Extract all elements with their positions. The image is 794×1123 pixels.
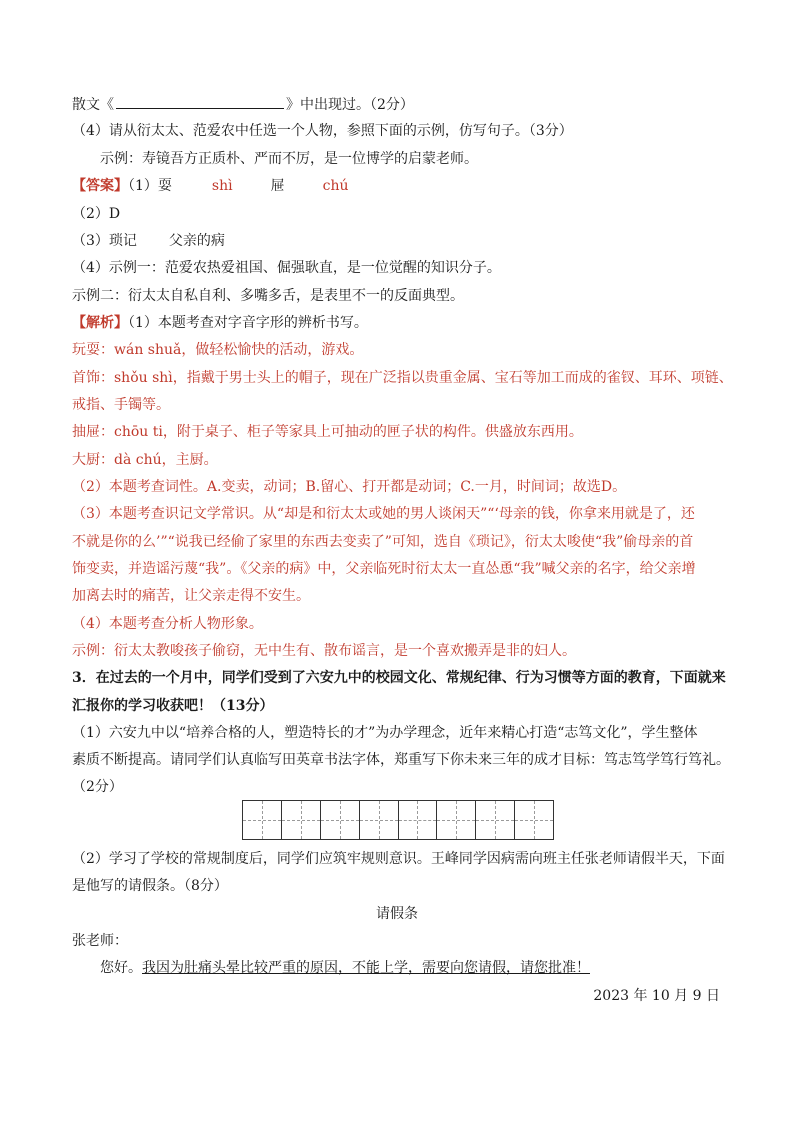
explanation-tag: 【解析】 — [72, 315, 128, 331]
explanation-line-5: 抽屉：chōu ti，附于桌子、柜子等家具上可抽动的匣子状的构件。供盛放东西用。 — [72, 424, 583, 440]
grid-cell[interactable] — [243, 801, 282, 839]
question-3-2-cont: 是他写的请假条。（8分） — [72, 878, 228, 894]
question-3-1-cont: 素质不断提高。请同学们认真临写田英章书法字体，郑重写下你未来三年的成才目标：笃志笃学笃行笃礼。 — [72, 752, 730, 768]
explanation-line-13: 示例：衍太太教唆孩子偷窃，无中生有、散布谣言，是一个喜欢搬弄是非的妇人。 — [72, 643, 576, 659]
leave-note-recipient: 张老师： — [72, 933, 128, 949]
grid-cell[interactable] — [360, 801, 399, 839]
answer-line-3 — [72, 231, 734, 251]
answer-text: 父亲的病 — [168, 233, 225, 249]
leave-note-date: 2023 年 10 月 9 日 — [593, 988, 720, 1004]
explanation-line-11: 加离去时的痛苦，让父亲走得不安生。 — [72, 588, 310, 604]
calligraphy-grid[interactable] — [242, 800, 554, 840]
answer-line-5: 示例二：衍太太自私自利、多嘴多舌，是表里不一的反面典型。 — [72, 288, 464, 304]
question-4: （4）请从衍太太、范爱农中任选一个人物，参照下面的示例，仿写句子。（3分） — [72, 123, 573, 139]
example-line: 示例：寿镜吾方正质朴、严而不厉，是一位博学的启蒙老师。 — [100, 151, 478, 167]
leave-note-body — [100, 958, 734, 978]
answer-tag: 【答案】 — [72, 178, 128, 194]
question-3-2: （2）学习了学校的常规制度后，同学们应筑牢规则意识。王峰同学因病需向班主任张老师请假半天，下面 — [72, 851, 725, 867]
answer-pinyin: chú — [322, 178, 349, 194]
explanation-line-8: （3）本题考查识记文学常识。从“却是和衍太太或她的男人谈闲天”“‘母亲的钱，你拿来用就是了，还 — [72, 506, 695, 522]
text-fragment: 散文《 — [72, 97, 114, 113]
answer-text: （3）琐记 — [72, 233, 137, 249]
grid-cell[interactable] — [321, 801, 360, 839]
question-3-1-score: （2分） — [72, 779, 123, 795]
grid-cell[interactable] — [282, 801, 321, 839]
explanation-line-9: 不就是你的么’”“说我已经偷了家里的东西去变卖了”可知，选自《琐记》，衍太太唆使“我”偷母亲的首 — [72, 534, 694, 550]
explanation-line-6: 大厨：dà chú，主厨。 — [72, 452, 218, 468]
question-3-title-cont: 汇报你的学习收获吧！（13分） — [72, 698, 274, 714]
answer-text: 屉 — [270, 178, 285, 194]
greeting: 您好。 — [100, 960, 142, 976]
explanation-line-7: （2）本题考查词性。A.变卖，动词；B.留心、打开都是动词；C.一月，时间词；故选D。 — [72, 479, 627, 495]
question-3-1: （1）六安九中以“培养合格的人，塑造特长的才”为办学理念，近年来精心打造“志笃文化”，学生整体 — [72, 725, 698, 741]
explanation-line-12: （4）本题考查分析人物形象。 — [72, 616, 263, 632]
grid-cell[interactable] — [515, 801, 553, 839]
leave-note-underlined-text: 我因为肚痛头晕比较严重的原因，不能上学，需要向您请假，请您批准！ — [142, 960, 590, 976]
text-fragment: 》中出现过。（2分） — [286, 97, 414, 113]
leave-note-title: 请假条 — [376, 906, 418, 922]
explanation-line-4: 戒指、手镯等。 — [72, 397, 170, 413]
grid-cell[interactable] — [437, 801, 476, 839]
answer-pinyin: shì — [211, 178, 233, 194]
question-3-title: 3．在过去的一个月中，同学们受到了六安九中的校园文化、常规纪律、行为习惯等方面的教育，下面就来 — [72, 670, 726, 686]
explanation-line-10: 饰变卖，并造谣污蔑“我”。《父亲的病》中，父亲临死时衍太太一直怂恿“我”喊父亲的名字，给父亲增 — [72, 561, 696, 577]
explanation-line-3: 首饰：shǒu shì，指戴于男士头上的帽子，现在广泛指以贵重金属、宝石等加工而成的雀钗、耳环、项链、 — [72, 370, 733, 386]
answer-line-2: （2）D — [72, 206, 121, 222]
explanation-line-1 — [72, 313, 734, 333]
explanation-line-2: 玩耍：wán shuǎ，做轻松愉快的活动，游戏。 — [72, 342, 364, 358]
answer-line-1 — [72, 176, 734, 196]
answer-text: （1）耍 — [128, 178, 172, 194]
grid-cell[interactable] — [476, 801, 515, 839]
explanation-text: （1）本题考查对字音字形的辨析书写。 — [128, 315, 368, 331]
answer-line-4: （4）示例一：范爱农热爱祖国、倔强耿直，是一位觉醒的知识分子。 — [72, 260, 501, 276]
grid-cell[interactable] — [399, 801, 438, 839]
answer-blank[interactable] — [116, 94, 284, 109]
prompt-line — [72, 94, 734, 115]
